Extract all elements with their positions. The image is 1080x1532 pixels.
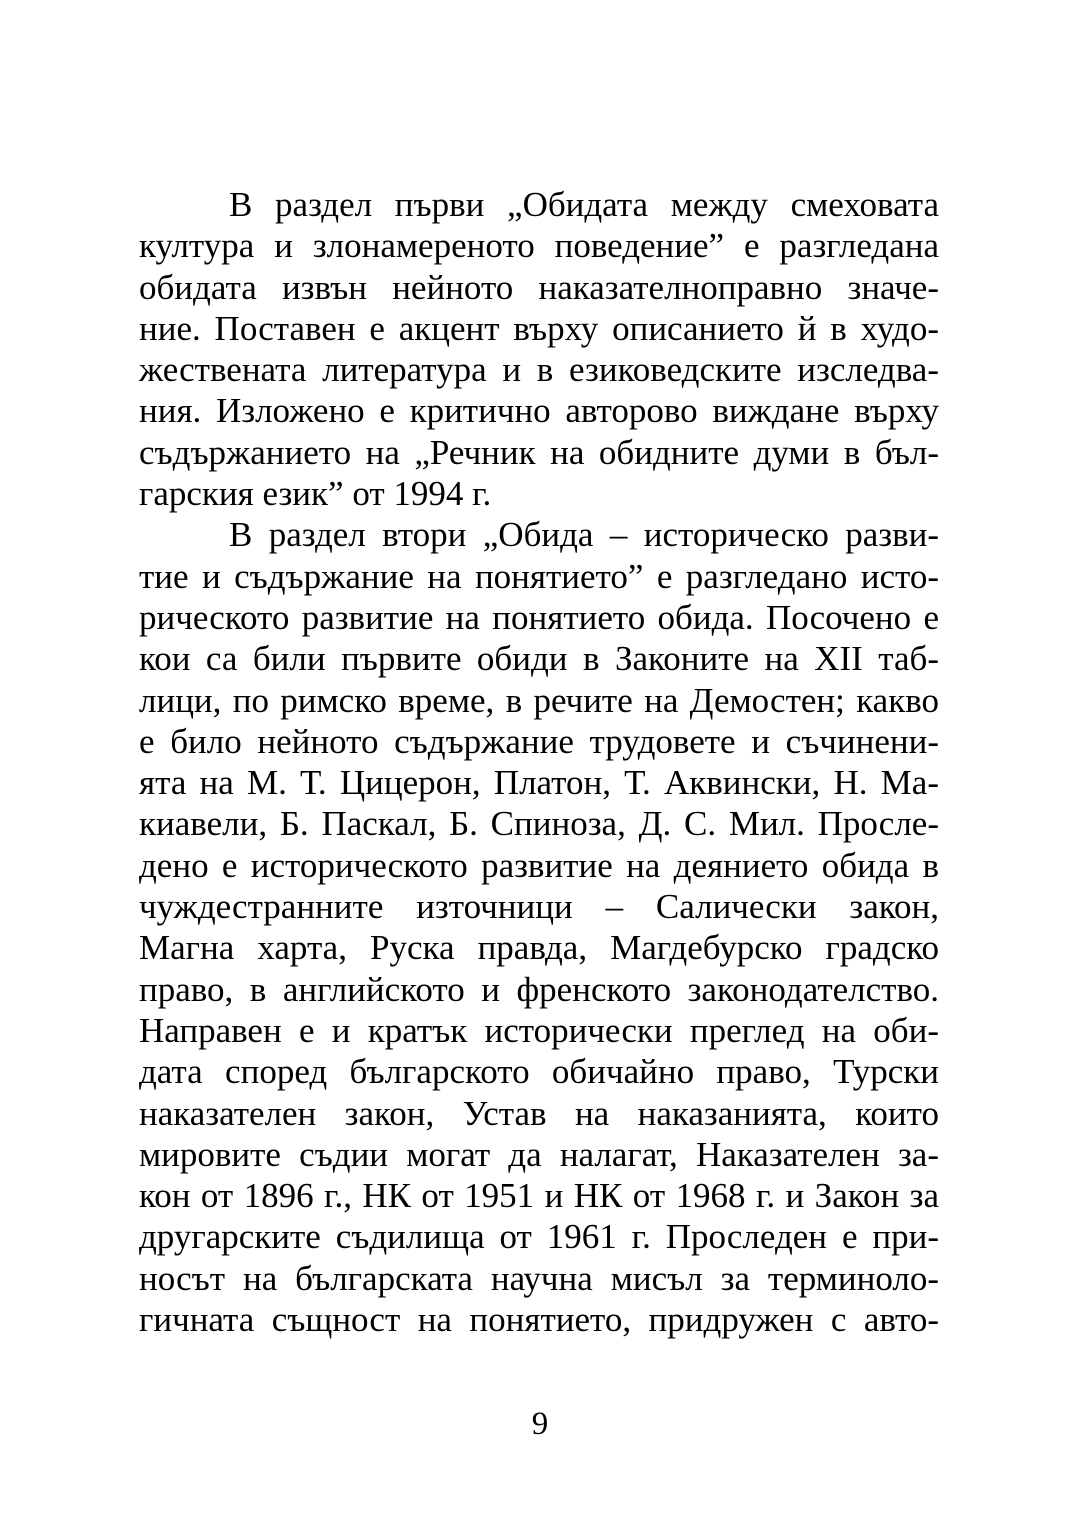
body-text bbox=[139, 184, 939, 1340]
text-line: тие и съдържание на понятието” е разгледано исто- bbox=[139, 556, 939, 596]
text-line: е било нейното съдържание трудовете и съчинени- bbox=[139, 721, 939, 761]
text-line: наказателен закон, Устав на наказанията, които bbox=[139, 1093, 939, 1133]
paragraph-1 bbox=[139, 184, 939, 514]
text-line: лици, по римско време, в речите на Демостен; какво bbox=[139, 680, 939, 720]
text-line: мировите съдии могат да налагат, Наказателен за- bbox=[139, 1134, 939, 1174]
text-line: Магна харта, Руска правда, Магдебурско градско bbox=[139, 928, 939, 968]
text-line: Направен е и кратък исторически преглед на оби- bbox=[139, 1010, 939, 1050]
text-line: съдържанието на „Речник на обидните думи в бъл- bbox=[139, 432, 939, 472]
text-line: кои са били първите обиди в Законите на XII таб- bbox=[139, 639, 939, 679]
text-line: другарските съдилища от 1961 г. Проследен е при- bbox=[139, 1217, 939, 1257]
text-line: ния. Изложено е критично авторово виждане върху bbox=[139, 391, 939, 431]
text-line: киавели, Б. Паскал, Б. Спиноза, Д. С. Мил. Просле- bbox=[139, 804, 939, 844]
text-line: жествената литература и в езиковедските изследва- bbox=[139, 350, 939, 390]
text-line: кон от 1896 г., НК от 1951 и НК от 1968 г. и Закон за bbox=[139, 1176, 939, 1216]
text-line: дено е историческото развитие на деянието обида в bbox=[139, 845, 939, 885]
text-line: рическото развитие на понятието обида. Посочено е bbox=[139, 597, 939, 637]
text-line: гичната същност на понятието, придружен с авто- bbox=[139, 1300, 939, 1340]
text-line: чуждестранните източници – Салически закон, bbox=[139, 887, 939, 927]
text-line: гарския език” от 1994 г. bbox=[139, 474, 492, 514]
text-line: култура и злонамереното поведение” е разгледана bbox=[139, 226, 939, 266]
text-line: ята на М. Т. Цицерон, Платон, Т. Аквински, Н. Ма- bbox=[139, 763, 939, 803]
text-line: дата според българското обичайно право, Турски bbox=[139, 1052, 939, 1092]
text-line: ние. Поставен е акцент върху описанието й в худо- bbox=[139, 308, 939, 348]
text-line: В раздел втори „Обида – историческо разви- bbox=[229, 515, 939, 555]
page-number: 9 bbox=[531, 1406, 549, 1442]
text-line: право, в английското и френското законодателство. bbox=[139, 969, 939, 1009]
paragraph-2 bbox=[139, 514, 939, 1340]
text-line: носът на българската научна мисъл за терминоло- bbox=[139, 1258, 939, 1298]
text-line: В раздел първи „Обидата между смеховата bbox=[229, 185, 939, 224]
text-line: обидата извън нейното наказателноправно значе- bbox=[139, 267, 939, 307]
